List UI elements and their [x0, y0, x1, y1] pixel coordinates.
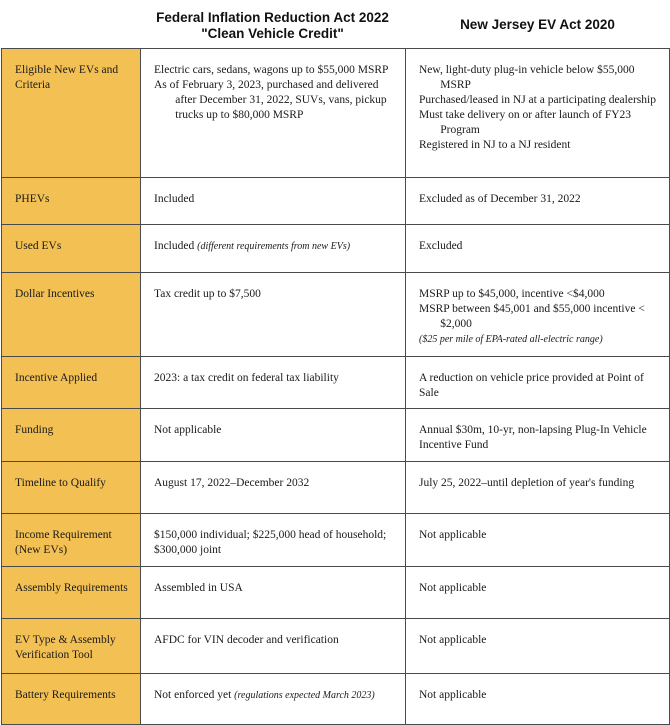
row-label: Timeline to Qualify [2, 462, 141, 514]
federal-cell [141, 674, 406, 725]
nj-cell: Excluded as of December 31, 2022 [406, 178, 670, 225]
nj-cell: Excluded [406, 225, 670, 273]
row-assembly [2, 567, 670, 619]
federal-note: (regulations expected March 2023) [234, 690, 375, 701]
row-battery [2, 674, 670, 725]
federal-cell [141, 49, 406, 178]
row-funding [2, 409, 670, 462]
nj-cell: Not applicable [406, 514, 670, 567]
nj-cell: A reduction on vehicle price provided at Point of Sale [406, 357, 670, 409]
row-label: Eligible New EVs and Criteria [2, 49, 141, 178]
header-federal [140, 10, 405, 42]
federal-item: Electric cars, sedans, wagons up to $55,000 MSRP [154, 64, 389, 76]
row-income [2, 514, 670, 567]
row-label: Dollar Incentives [2, 273, 141, 357]
header-nj: New Jersey EV Act 2020 [460, 17, 615, 32]
nj-cell: Not applicable [406, 619, 670, 674]
federal-cell: 2023: a tax credit on federal tax liability [141, 357, 406, 409]
row-used-evs [2, 225, 670, 273]
nj-item: MSRP between $45,001 and $55,000 incentive < $2,000 [419, 303, 645, 330]
nj-cell [406, 273, 670, 357]
table-header [0, 0, 670, 48]
row-timeline [2, 462, 670, 514]
nj-cell [406, 49, 670, 178]
nj-item: Registered in NJ to a NJ resident [419, 139, 571, 151]
federal-cell: Not applicable [141, 409, 406, 462]
federal-cell: Assembled in USA [141, 567, 406, 619]
row-label: Incentive Applied [2, 357, 141, 409]
row-label: EV Type & Assembly Verification Tool [2, 619, 141, 674]
nj-cell: Not applicable [406, 674, 670, 725]
federal-cell [141, 225, 406, 273]
row-phevs [2, 178, 670, 225]
federal-item: As of February 3, 2023, purchased and delivered after December 31, 2022, SUVs, vans, pickup trucks up to $80,000 MSRP [154, 79, 387, 121]
federal-note: (different requirements from new EVs) [197, 241, 351, 252]
nj-cell: Annual $30m, 10-yr, non-lapsing Plug-In Vehicle Incentive Fund [406, 409, 670, 462]
nj-cell: July 25, 2022–until depletion of year's funding [406, 462, 670, 514]
row-verification-tool [2, 619, 670, 674]
row-label: Battery Requirements [2, 674, 141, 725]
row-label: Used EVs [2, 225, 141, 273]
federal-cell: Tax credit up to $7,500 [141, 273, 406, 357]
row-label: PHEVs [2, 178, 141, 225]
comparison-table [1, 48, 670, 725]
nj-item: New, light-duty plug-in vehicle below $55,000 MSRP [419, 64, 635, 91]
header-federal-subtitle: "Clean Vehicle Credit" [201, 26, 344, 41]
nj-note: ($25 per mile of EPA-rated all-electric range) [419, 334, 603, 345]
row-label: Income Requirement (New EVs) [2, 514, 141, 567]
federal-value: Not enforced yet [154, 689, 232, 701]
nj-item: Purchased/leased in NJ at a participating dealership [419, 94, 656, 106]
nj-item: MSRP up to $45,000, incentive <$4,000 [419, 288, 605, 300]
federal-cell: AFDC for VIN decoder and verification [141, 619, 406, 674]
federal-cell: $150,000 individual; $225,000 head of household; $300,000 joint [141, 514, 406, 567]
row-label: Funding [2, 409, 141, 462]
nj-cell: Not applicable [406, 567, 670, 619]
federal-cell: August 17, 2022–December 2032 [141, 462, 406, 514]
header-federal-title: Federal Inflation Reduction Act 2022 [156, 10, 389, 25]
federal-value: Included [154, 240, 195, 252]
row-label: Assembly Requirements [2, 567, 141, 619]
row-dollar-incentives [2, 273, 670, 357]
row-eligible [2, 49, 670, 178]
federal-cell: Included [141, 178, 406, 225]
row-incentive-applied [2, 357, 670, 409]
nj-item: Must take delivery on or after launch of FY23 Program [419, 109, 632, 136]
